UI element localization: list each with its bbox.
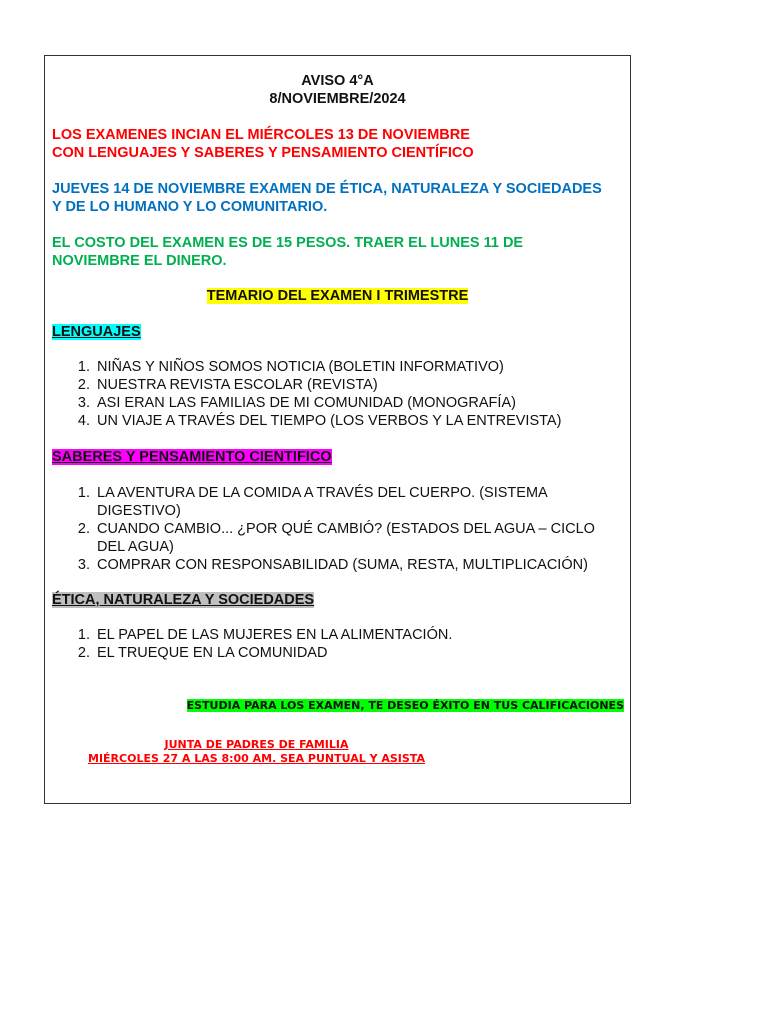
list-text: LA AVENTURA DE LA COMIDA A TRAVÉS DEL CUERPO. (SISTEMA DIGESTIVO) — [97, 485, 547, 519]
study-message-row — [187, 699, 624, 713]
list-text: NUESTRA REVISTA ESCOLAR (REVISTA) — [97, 377, 378, 393]
list-text: ASI ERAN LAS FAMILIAS DE MI COMUNIDAD (MONOGRAFÍA) — [97, 395, 516, 411]
saberes-heading-row — [52, 448, 623, 466]
saberes-list — [45, 484, 620, 574]
meeting-notice — [45, 738, 468, 766]
thursday-exam-notice — [52, 180, 623, 216]
exam-cost-line-1: EL COSTO DEL EXAMEN ES DE 15 PESOS. TRAER EL LUNES 11 DE — [52, 235, 524, 251]
exam-cost-line-2: NOVIEMBRE EL DINERO. — [52, 253, 227, 269]
temario-heading: TEMARIO DEL EXAMEN I TRIMESTRE — [206, 288, 469, 304]
list-text: UN VIAJE A TRAVÉS DEL TIEMPO (LOS VERBOS Y LA ENTREVISTA) — [97, 413, 562, 429]
list-number: 4. — [77, 413, 90, 429]
lenguajes-list — [45, 358, 620, 430]
list-text: EL PAPEL DE LAS MUJERES EN LA ALIMENTACIÓN. — [97, 627, 453, 643]
list-text: EL TRUEQUE EN LA COMUNIDAD — [97, 645, 328, 661]
list-item — [45, 626, 620, 644]
notice-title: AVISO 4°A — [301, 73, 374, 89]
exam-start-notice — [52, 126, 623, 162]
list-number: 2. — [77, 645, 90, 661]
etica-list — [45, 626, 620, 662]
list-item — [45, 520, 620, 556]
list-item — [45, 644, 620, 662]
list-number: 1. — [77, 627, 90, 643]
exam-start-line-1: LOS EXAMENES INCIAN EL MIÉRCOLES 13 DE NOVIEMBRE — [52, 127, 470, 143]
notice-date: 8/NOVIEMBRE/2024 — [269, 91, 406, 107]
list-item — [45, 412, 620, 430]
list-number: 2. — [77, 521, 90, 537]
lenguajes-heading: LENGUAJES — [52, 324, 141, 340]
list-number: 1. — [77, 485, 90, 501]
etica-heading: ÉTICA, NATURALEZA Y SOCIEDADES — [52, 592, 315, 608]
list-number: 1. — [77, 359, 90, 375]
list-text: COMPRAR CON RESPONSABILIDAD (SUMA, RESTA, MULTIPLICACIÓN) — [97, 557, 588, 573]
lenguajes-heading-row — [52, 323, 623, 341]
list-item — [45, 556, 620, 574]
meeting-title: JUNTA DE PADRES DE FAMILIA — [164, 738, 349, 751]
list-text: NIÑAS Y NIÑOS SOMOS NOTICIA (BOLETIN INFORMATIVO) — [97, 359, 504, 375]
list-number: 3. — [77, 395, 90, 411]
saberes-heading: SABERES Y PENSAMIENTO CIENTIFICO — [52, 449, 332, 465]
notice-header — [52, 72, 623, 108]
exam-start-line-2: CON LENGUAJES Y SABERES Y PENSAMIENTO CIENTÍFICO — [52, 145, 474, 161]
exam-cost-notice — [52, 234, 623, 270]
list-item — [45, 358, 620, 376]
thursday-exam-line-2: Y DE LO HUMANO Y LO COMUNITARIO. — [52, 199, 328, 215]
list-text: CUANDO CAMBIO... ¿POR QUÉ CAMBIÓ? (ESTADOS DEL AGUA – CICLO DEL AGUA) — [97, 521, 595, 555]
study-message: ESTUDIA PARA LOS EXAMEN, TE DESEO ÉXITO EN TUS CALIFICACIONES — [186, 699, 624, 712]
notice-page — [44, 55, 631, 804]
etica-heading-row — [52, 591, 623, 609]
list-item — [45, 376, 620, 394]
list-number: 2. — [77, 377, 90, 393]
list-item — [45, 484, 620, 520]
temario-heading-row — [52, 287, 623, 305]
thursday-exam-line-1: JUEVES 14 DE NOVIEMBRE EXAMEN DE ÉTICA, NATURALEZA Y SOCIEDADES — [52, 181, 602, 197]
list-item — [45, 394, 620, 412]
list-number: 3. — [77, 557, 90, 573]
meeting-detail: MIÉRCOLES 27 A LAS 8:00 AM. SEA PUNTUAL Y ASISTA — [88, 752, 425, 765]
